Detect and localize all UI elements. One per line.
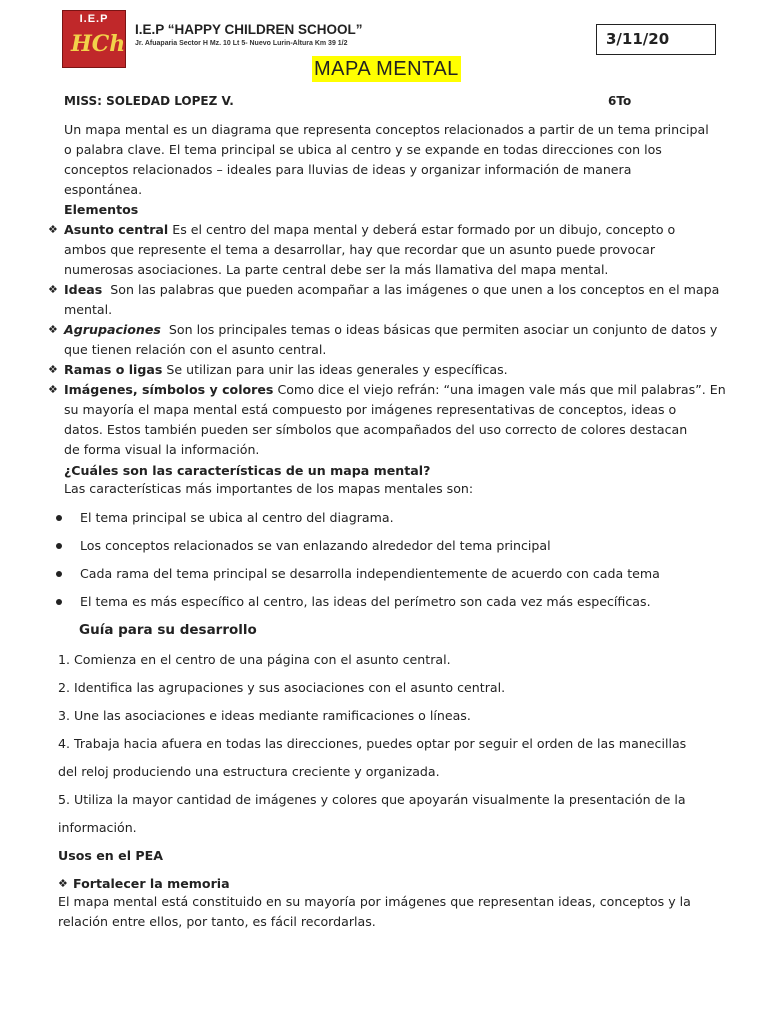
caracteristicas-intro: Las características más importantes de los mapas mentales son: [64,481,474,496]
logo-monogram: HCh [71,31,126,57]
caracteristica-item: Los conceptos relacionados se van enlazando alrededor del tema principal [80,538,551,553]
school-address: Jr. Afuaparia Sector H Mz. 10 Lt 5- Nuevo Lurin-Altura Km 39 1/2 [135,40,348,47]
grade-label: 6To [608,94,632,108]
elemento-term: Asunto central [64,222,169,237]
school-name: I.E.P “HAPPY CHILDREN SCHOOL” [135,22,363,37]
elemento-term: Ideas [64,282,103,297]
bullet-icon [56,571,62,577]
guia-step: 5. Utiliza la mayor cantidad de imágenes y colores que apoyarán visualmente la presentación de la [58,792,686,807]
elemento-line: numerosas asociaciones. La parte central debe ser la más llamativa del mapa mental. [64,262,609,277]
guia-heading: Guía para su desarrollo [79,622,257,638]
intro-line: o palabra clave. El tema principal se ubica al centro y se expande en todas direcciones con los [64,142,662,157]
elemento-line: datos. Estos también pueden ser símbolos que acompañados del uso correcto de colores destacan [64,422,688,437]
elemento-line [64,320,717,340]
diamond-bullet-icon: ❖ [48,383,58,396]
elemento-term: Imágenes, símbolos y colores [64,382,274,397]
intro-line: conceptos relacionados – ideales para lluvias de ideas y organizar información de manera [64,162,632,177]
elemento-line: su mayoría el mapa mental está compuesto por imágenes representativas de conceptos, ideas o [64,402,677,417]
bullet-icon [56,599,62,605]
bullet-icon [56,543,62,549]
elemento-text: Como dice el viejo refrán: “una imagen vale más que mil palabras”. En [277,382,726,397]
elemento-line [64,380,726,400]
guia-step: 3. Une las asociaciones e ideas mediante ramificaciones o líneas. [58,708,471,723]
fortalecer-heading: Fortalecer la memoria [73,876,230,891]
elementos-heading: Elementos [64,202,139,217]
diamond-bullet-icon: ❖ [48,283,58,296]
caracteristica-item: El tema principal se ubica al centro del diagrama. [80,510,394,525]
elemento-line: de forma visual la información. [64,442,260,457]
usos-heading: Usos en el PEA [58,848,163,863]
guia-step: 4. Trabaja hacia afuera en todas las direcciones, puedes optar por seguir el orden de las manecillas [58,736,687,751]
caracteristicas-heading: ¿Cuáles son las características de un mapa mental? [64,463,431,478]
guia-step: información. [58,820,137,835]
teacher-name: MISS: SOLEDAD LOPEZ V. [64,94,234,108]
intro-line: Un mapa mental es un diagrama que representa conceptos relacionados a partir de un tema principal [64,122,709,137]
bullet-icon [56,515,62,521]
logo-text: I.E.P [79,13,109,25]
elemento-line [64,280,719,300]
guia-step: del reloj produciendo una estructura creciente y organizada. [58,764,440,779]
school-logo [62,10,126,68]
elemento-text: Son las palabras que pueden acompañar a las imágenes o que unen a los conceptos en el mapa [110,282,720,297]
elemento-text: Se utilizan para unir las ideas generales y específicas. [166,362,508,377]
intro-line: espontánea. [64,182,143,197]
caracteristica-item: Cada rama del tema principal se desarrolla independientemente de acuerdo con cada tema [80,566,660,581]
fortalecer-line: El mapa mental está constituido en su mayoría por imágenes que representan ideas, conceptos y la [58,894,691,909]
guia-step: 2. Identifica las agrupaciones y sus asociaciones con el asunto central. [58,680,506,695]
page-title: MAPA MENTAL [314,58,459,80]
elemento-line [64,220,675,240]
elemento-line: que tienen relación con el asunto central. [64,342,327,357]
caracteristica-item: El tema es más específico al centro, las ideas del perímetro son cada vez más específicas. [80,594,651,609]
elemento-line: mental. [64,302,113,317]
diamond-bullet-icon: ❖ [58,877,68,890]
elemento-text: Son los principales temas o ideas básicas que permiten asociar un conjunto de datos y [168,322,718,337]
diamond-bullet-icon: ❖ [48,323,58,336]
elemento-term: Agrupaciones [64,322,161,337]
diamond-bullet-icon: ❖ [48,363,58,376]
elemento-term: Ramas o ligas [64,362,163,377]
elemento-text: Es el centro del mapa mental y deberá estar formado por un dibujo, concepto o [172,222,676,237]
diamond-bullet-icon: ❖ [48,223,58,236]
fortalecer-line: relación entre ellos, por tanto, es fácil recordarlas. [58,914,376,929]
elemento-line: ambos que represente el tema a desarrollar, hay que recordar que un asunto puede provocar [64,242,656,257]
elemento-line [64,360,508,380]
date-box: 3/11/20 [596,24,716,55]
guia-step: 1. Comienza en el centro de una página con el asunto central. [58,652,451,667]
